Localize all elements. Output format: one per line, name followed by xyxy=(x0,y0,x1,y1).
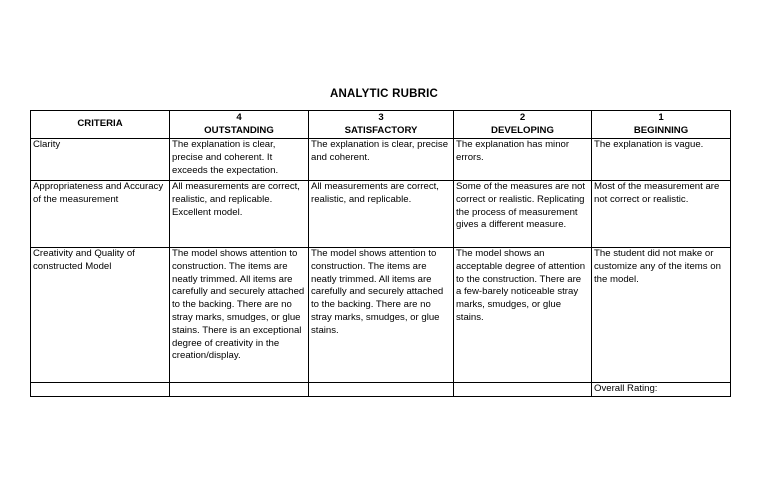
criteria-cell: Appropriateness and Accuracy of the measurement xyxy=(31,181,170,248)
descriptor-cell: The explanation has minor errors. xyxy=(454,139,592,181)
level-header-developing xyxy=(454,111,592,139)
empty-cell xyxy=(454,383,592,397)
rubric-table xyxy=(30,110,731,397)
descriptor-cell: Some of the measures are not correct or realistic. Replicating the process of measurement gives a different measure. xyxy=(454,181,592,248)
level-header-satisfactory xyxy=(309,111,454,139)
descriptor-cell: All measurements are correct, realistic, and replicable. xyxy=(309,181,454,248)
descriptor-cell: The explanation is clear, precise and coherent. It exceeds the expectation. xyxy=(170,139,309,181)
level-number: 1 xyxy=(658,111,664,123)
level-name: BEGINNING xyxy=(633,124,689,136)
empty-cell xyxy=(170,383,309,397)
level-name: OUTSTANDING xyxy=(204,124,274,136)
table-row-accuracy xyxy=(31,181,731,248)
level-header-beginning xyxy=(592,111,731,139)
descriptor-cell: All measurements are correct, realistic, and replicable. Excellent model. xyxy=(170,181,309,248)
descriptor-cell: The explanation is vague. xyxy=(592,139,731,181)
table-row-clarity xyxy=(31,139,731,181)
rubric-title: ANALYTIC RUBRIC xyxy=(330,88,438,100)
descriptor-cell: Most of the measurement are not correct or realistic. xyxy=(592,181,731,248)
criteria-header: CRITERIA xyxy=(31,111,170,139)
descriptor-cell: The student did not make or customize any of the items on the model. xyxy=(592,248,731,383)
descriptor-cell: The model shows an acceptable degree of attention to the construction. There are a few-barely noticeable stray marks, smudges, or glue stains. xyxy=(454,248,592,383)
overall-rating-label: Overall Rating: xyxy=(592,383,731,397)
header-row xyxy=(31,111,731,139)
descriptor-cell: The model shows attention to construction. The items are neatly trimmed. All items are carefully and securely attached to the backing. There are no stray marks, smudges, or glue stains. xyxy=(309,248,454,383)
empty-cell xyxy=(309,383,454,397)
level-number: 2 xyxy=(519,111,526,123)
criteria-cell: Clarity xyxy=(31,139,170,181)
table-row-overall-rating xyxy=(31,383,731,397)
level-name: DEVELOPING xyxy=(491,124,554,136)
level-name: SATISFACTORY xyxy=(344,124,418,136)
level-number: 3 xyxy=(378,111,384,123)
criteria-cell: Creativity and Quality of constructed Model xyxy=(31,248,170,383)
level-number: 4 xyxy=(236,111,242,123)
descriptor-cell: The model shows attention to construction. The items are neatly trimmed. All items are carefully and securely attached to the backing. There are no stray marks, smudges, or glue stains. There is an exceptional degree of creativity in the creation/display. xyxy=(170,248,309,383)
descriptor-cell: The explanation is clear, precise and coherent. xyxy=(309,139,454,181)
level-header-outstanding xyxy=(170,111,309,139)
empty-cell xyxy=(31,383,170,397)
table-row-creativity xyxy=(31,248,731,383)
